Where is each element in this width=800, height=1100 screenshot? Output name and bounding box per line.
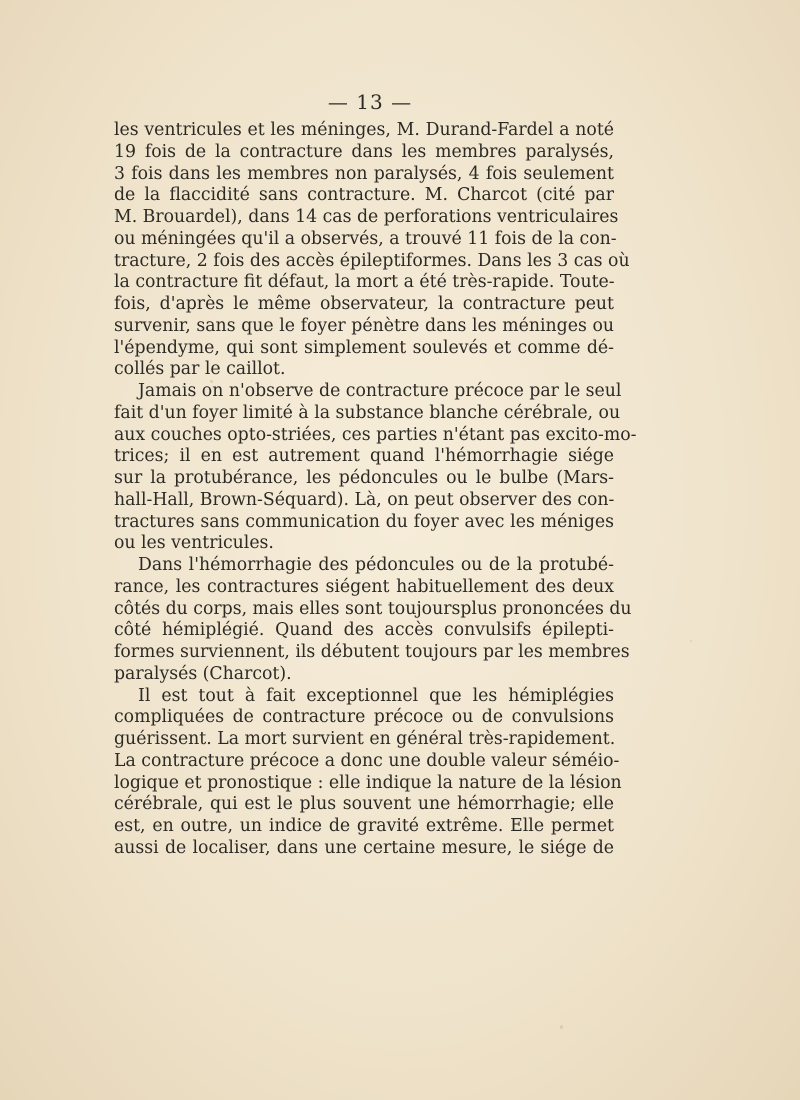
text-line: guérissent. La mort survient en général très-rapidement. [114,729,616,749]
text-line: collés par le caillot. [114,359,286,380]
text-line: hall-Hall, Brown-Séquard). Là, on peut observer des con- [114,489,615,510]
text-line: trices; il en est autrement quand l'hémorrhagie siége [114,446,614,467]
text-line: cérébrale, qui est le plus souvent une hémorrhagie; elle [114,794,614,815]
text-line: fait d'un foyer limité à la substance blanche cérébrale, ou [114,402,621,423]
paragraph [114,120,630,381]
text-line: ou les ventricules. [114,533,274,554]
text-line: sur la protubérance, les pédoncules ou le bulbe (Mars- [114,468,614,488]
text-line: aux couches opto-striées, ces parties n'étant pas excito-mo- [114,424,637,445]
text-line: survenir, sans que le foyer pénètre dans les méninges ou [114,315,614,336]
text-line: les ventricules et les méninges, M. Durand-Fardel a noté [114,120,614,140]
text-line: fois, d'après le même observateur, la contracture peut [114,294,614,314]
text-line: est, en outre, un indice de gravité extrême. Elle permet [114,816,614,836]
text-line: 19 fois de la contracture dans les membres paralysés, [114,141,614,162]
text-line: l'épendyme, qui sont simplement soulevés et comme dé- [114,337,614,358]
text-line: logique et pronostique : elle indique la nature de la lésion [114,772,622,793]
text-line: La contracture précoce a donc une double valeur séméio- [114,750,620,771]
text-line: de la flaccidité sans contracture. M. Charcot (cité par [114,185,614,206]
text-line: côtés du corps, mais elles sont toujoursplus prononcées du [114,598,632,619]
paragraph [114,555,632,686]
text-line: côté hémiplégié. Quand des accès convulsifs épilepti- [114,620,614,641]
text-line: paralysés (Charcot). [114,663,292,684]
text-line: aussi de localiser, dans une certaine mesure, le siége de [114,837,614,858]
text-line: compliquées de contracture précoce ou de convulsions [114,707,614,728]
text-line: Dans l'hémorrhagie des pédoncules ou de la protubé- [138,555,614,575]
text-line: tracture, 2 fois des accès épileptiformes. Dans les 3 cas où [114,250,630,271]
paper-speck [560,1025,563,1029]
text-line: Il est tout à fait exceptionnel que les hémiplégies [138,685,614,706]
text-line: 3 fois dans les membres non paralysés, 4 fois seulement [114,163,614,184]
text-line: ou méningées qu'il a observés, a trouvé 11 fois de la con- [114,228,617,249]
paragraph [114,381,637,555]
page-number: — 13 — [327,90,413,114]
body-text [114,120,637,860]
paragraph [114,685,622,860]
text-line: Jamais on n'observe de contracture précoce par le seul [138,381,622,401]
paper-speck [690,640,692,642]
text-line: la contracture fit défaut, la mort a été très-rapide. Toute- [114,272,615,293]
text-line: rance, les contractures siégent habituellement des deux [114,576,614,597]
text-line: M. Brouardel), dans 14 cas de perforations ventriculaires [114,207,619,227]
text-line: tractures sans communication du foyer avec les méniges [114,511,614,532]
text-line: formes surviennent, ils débutent toujours par les membres [114,642,630,662]
